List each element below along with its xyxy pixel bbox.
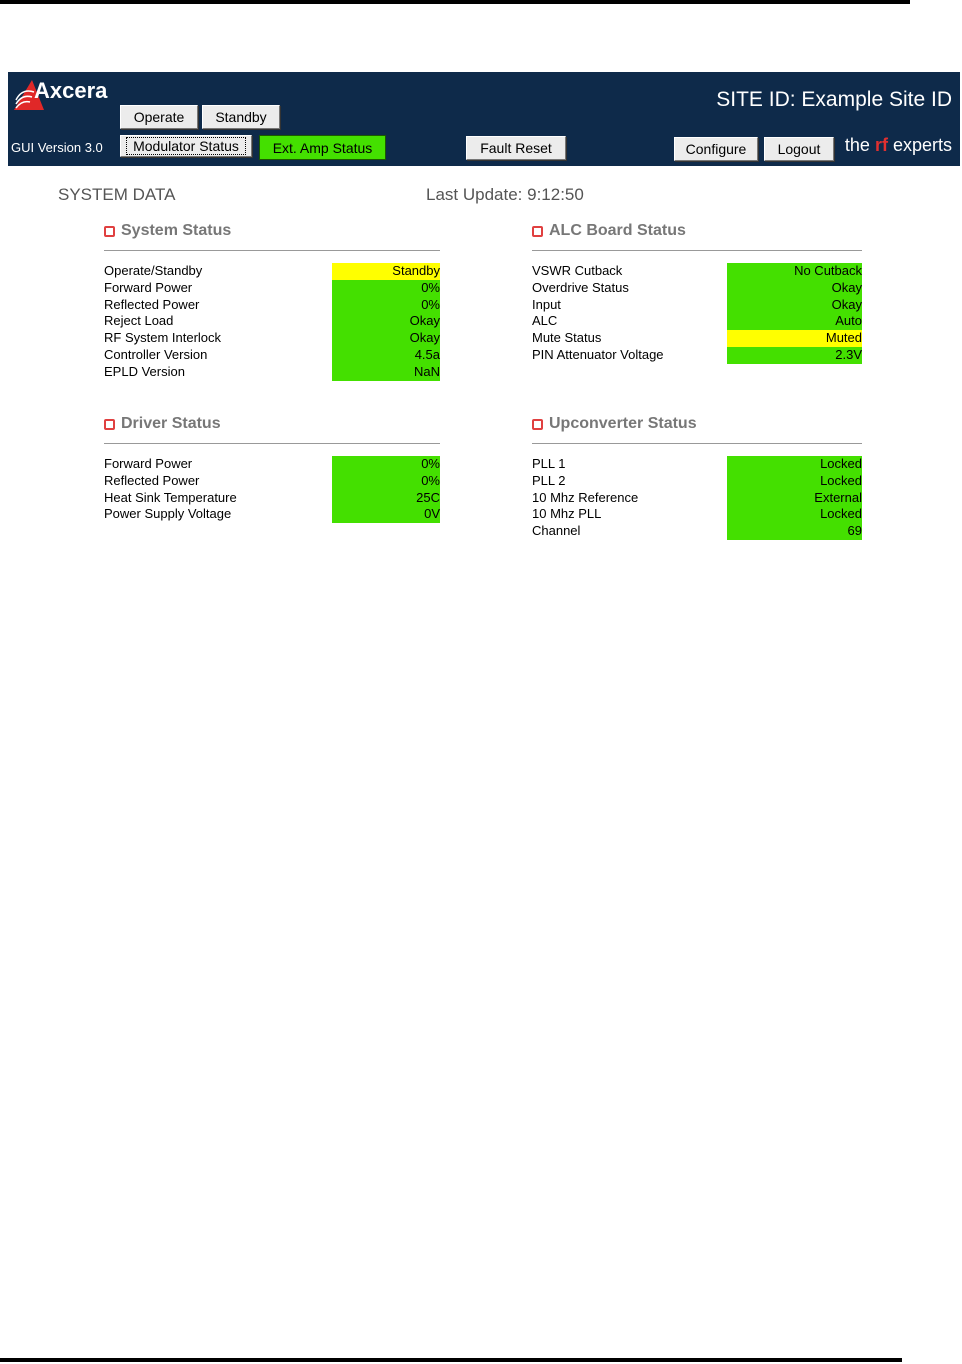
modulator-status-button[interactable] <box>120 135 252 157</box>
status-label: Reflected Power <box>104 472 200 488</box>
status-label: Channel <box>532 523 581 539</box>
status-label: VSWR Cutback <box>532 263 623 278</box>
status-bullet-icon <box>104 419 115 430</box>
status-row <box>104 473 440 490</box>
fault-reset-button[interactable]: Fault Reset <box>466 136 566 160</box>
panel-title: System Status <box>121 222 232 239</box>
configure-button[interactable]: Configure <box>674 137 758 161</box>
status-value: Locked <box>727 506 862 523</box>
bottom-rule <box>0 1358 902 1362</box>
status-rows <box>104 456 440 523</box>
modulator-status-label: Modulator Status <box>126 137 246 155</box>
alc-board-status-panel <box>532 220 862 364</box>
driver-status-panel <box>104 413 440 523</box>
status-label: EPLD Version <box>104 363 185 379</box>
tagline-post: experts <box>887 135 952 155</box>
status-label: Power Supply Voltage <box>104 506 232 522</box>
status-row <box>532 456 862 473</box>
status-label: Input <box>532 296 561 312</box>
status-value: NaN <box>332 364 440 381</box>
divider <box>104 443 440 444</box>
status-row <box>104 280 440 297</box>
status-label: Forward Power <box>104 279 193 295</box>
upconverter-status-panel <box>532 413 862 540</box>
status-label: 10 Mhz Reference <box>532 489 639 505</box>
status-row <box>104 297 440 314</box>
status-value: 4.5a <box>332 347 440 364</box>
status-row <box>104 364 440 381</box>
status-label: PLL 1 <box>532 456 566 471</box>
status-label: Operate/Standby <box>104 263 203 278</box>
status-label: ALC <box>532 313 558 329</box>
tagline <box>845 135 952 156</box>
logout-button[interactable]: Logout <box>764 137 834 161</box>
page-title: SYSTEM DATA <box>58 185 176 204</box>
status-rows <box>104 263 440 381</box>
status-value: Locked <box>727 456 862 473</box>
gui-version: GUI Version 3.0 <box>11 140 103 155</box>
system-status-panel <box>104 220 440 381</box>
status-value: 0% <box>332 280 440 297</box>
status-label: Heat Sink Temperature <box>104 489 237 505</box>
status-row <box>532 330 862 347</box>
status-row <box>532 523 862 540</box>
status-value: Standby <box>332 263 440 280</box>
panel-title: ALC Board Status <box>549 222 686 239</box>
status-value: 0% <box>332 456 440 473</box>
status-value: 0% <box>332 473 440 490</box>
status-rows <box>532 263 862 364</box>
status-label: PIN Attenuator Voltage <box>532 346 664 362</box>
status-value: Okay <box>332 313 440 330</box>
status-label: PLL 2 <box>532 472 566 488</box>
status-label: Reject Load <box>104 313 174 329</box>
status-row <box>532 263 862 280</box>
status-row <box>532 490 862 507</box>
status-row <box>104 347 440 364</box>
status-row <box>532 347 862 364</box>
status-value: Locked <box>727 473 862 490</box>
status-row <box>104 330 440 347</box>
status-row <box>532 297 862 314</box>
status-value: 0% <box>332 297 440 314</box>
tagline-rf: rf <box>874 135 888 155</box>
operate-button[interactable]: Operate <box>120 105 198 129</box>
last-update: Last Update: 9:12:50 <box>426 185 584 204</box>
status-row <box>104 506 440 523</box>
status-value: Muted <box>727 330 862 347</box>
status-value: Auto <box>727 313 862 330</box>
status-row <box>104 456 440 473</box>
status-label: RF System Interlock <box>104 330 222 346</box>
status-value: 69 <box>727 523 862 540</box>
axcera-logo <box>12 76 122 116</box>
status-rows <box>532 456 862 540</box>
status-value: 0V <box>332 506 440 523</box>
status-row <box>104 490 440 507</box>
status-label: Mute Status <box>532 330 602 346</box>
status-label: Overdrive Status <box>532 279 629 295</box>
status-value: 25C <box>332 490 440 507</box>
status-row <box>532 313 862 330</box>
status-value: Okay <box>727 280 862 297</box>
status-label: Controller Version <box>104 346 208 362</box>
status-row <box>532 473 862 490</box>
status-row <box>532 280 862 297</box>
top-rule <box>0 0 910 4</box>
status-bullet-icon <box>532 419 543 430</box>
status-label: 10 Mhz PLL <box>532 506 602 522</box>
status-row <box>104 313 440 330</box>
status-row <box>104 263 440 280</box>
status-value: Okay <box>727 297 862 314</box>
tagline-pre: the <box>844 135 870 155</box>
divider <box>104 250 440 251</box>
panel-title: Upconverter Status <box>549 415 697 432</box>
standby-button[interactable]: Standby <box>202 105 280 129</box>
status-bullet-icon <box>104 226 115 237</box>
panel-title: Driver Status <box>121 415 221 432</box>
header-bar <box>8 72 960 166</box>
ext-amp-status-button[interactable]: Ext. Amp Status <box>259 135 386 160</box>
divider <box>532 443 862 444</box>
status-value: External <box>727 490 862 507</box>
status-value: Okay <box>332 330 440 347</box>
status-bullet-icon <box>532 226 543 237</box>
site-id: SITE ID: Example Site ID <box>716 88 952 111</box>
status-label: Forward Power <box>104 456 193 471</box>
status-value: 2.3V <box>727 347 862 364</box>
brand-name: Axcera <box>34 78 108 103</box>
divider <box>532 250 862 251</box>
status-row <box>532 506 862 523</box>
status-label: Reflected Power <box>104 296 200 312</box>
status-value: No Cutback <box>727 263 862 280</box>
